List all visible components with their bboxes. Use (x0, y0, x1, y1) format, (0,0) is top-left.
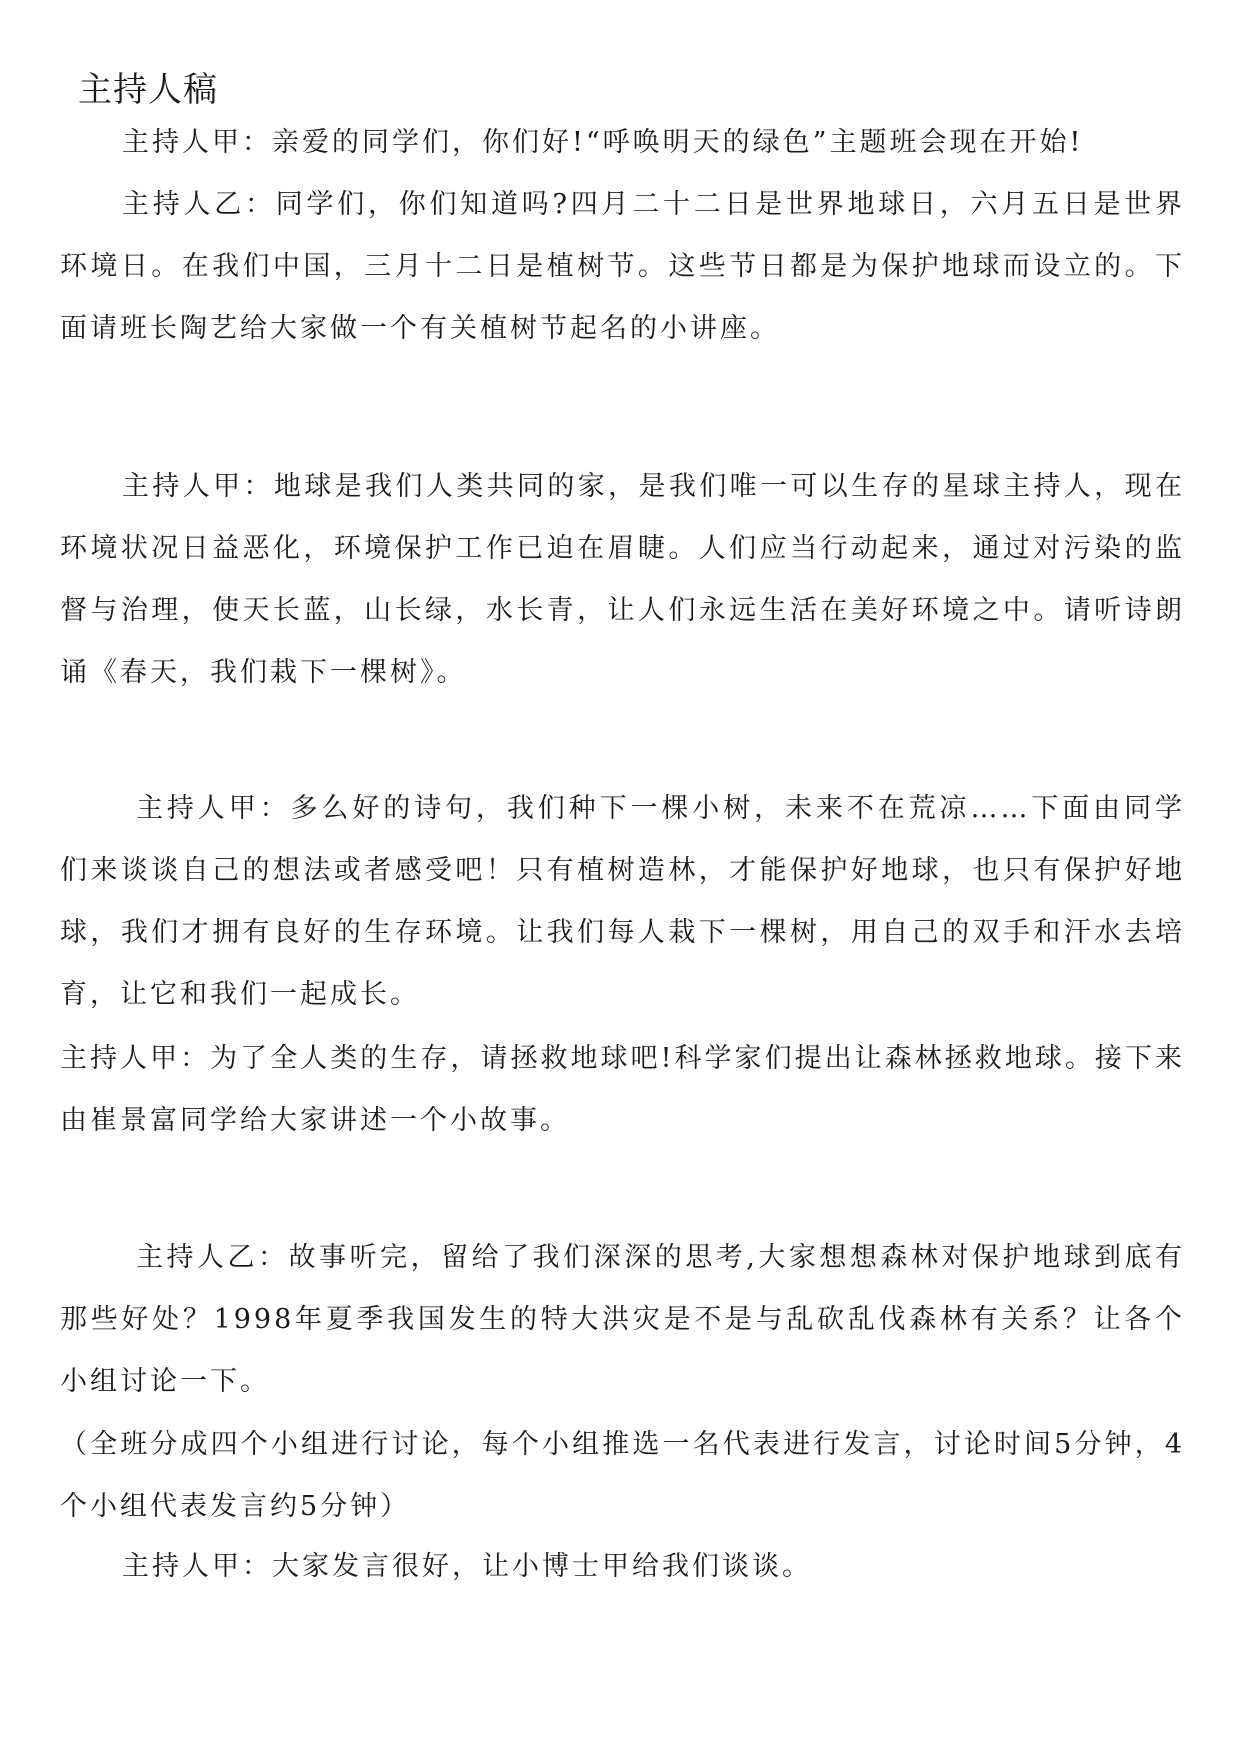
paragraph-2: 主持人乙：同学们，你们知道吗?四月二十二日是世界地球日，六月五日是世界环境日。在我们中国，三月十二日是植树节。这些节日都是为保护地球而设立的。下面请班长陶艺给大家做一个有关植树节起名的小讲座。 (60, 189, 1185, 344)
paragraph-1: 主持人甲：亲爱的同学们，你们好!“呼唤明天的绿色”主题班会现在开始! (122, 127, 1084, 158)
paragraph-5: 主持人甲：为了全人类的生存，请拯救地球吧!科学家们提出让森林拯救地球。接下来由崔景富同学给大家讲述一个小故事。 (60, 1043, 1185, 1136)
paragraph-8: 主持人甲：大家发言很好，让小博士甲给我们谈谈。 (122, 1551, 812, 1582)
paragraph-6: 主持人乙：故事听完，留给了我们深深的思考,大家想想森林对保护地球到底有那些好处？1998年夏季我国发生的特大洪灾是不是与乱砍乱伐森林有关系？让各个小组讨论一下。 (60, 1242, 1185, 1397)
paragraph-7: （全班分成四个小组进行讨论，每个小组推选一名代表进行发言，讨论时间5分钟，4个小组代表发言约5分钟） (60, 1429, 1185, 1522)
document-title: 主持人稿 (78, 70, 218, 110)
paragraph-4: 主持人甲：多么好的诗句，我们种下一棵小树，未来不在荒凉……下面由同学们来谈谈自己的想法或者感受吧！只有植树造林，才能保护好地球，也只有保护好地球，我们才拥有良好的生存环境。让我们每人栽下一棵树，用自己的双手和汗水去培育，让它和我们一起成长。 (60, 793, 1185, 1010)
paragraph-3: 主持人甲：地球是我们人类共同的家，是我们唯一可以生存的星球主持人，现在环境状况日益恶化，环境保护工作已迫在眉睫。人们应当行动起来，通过对污染的监督与治理，使天长蓝，山长绿，水长青，让人们永远生活在美好环境之中。请听诗朗诵《春天，我们栽下一棵树》。 (60, 471, 1185, 688)
